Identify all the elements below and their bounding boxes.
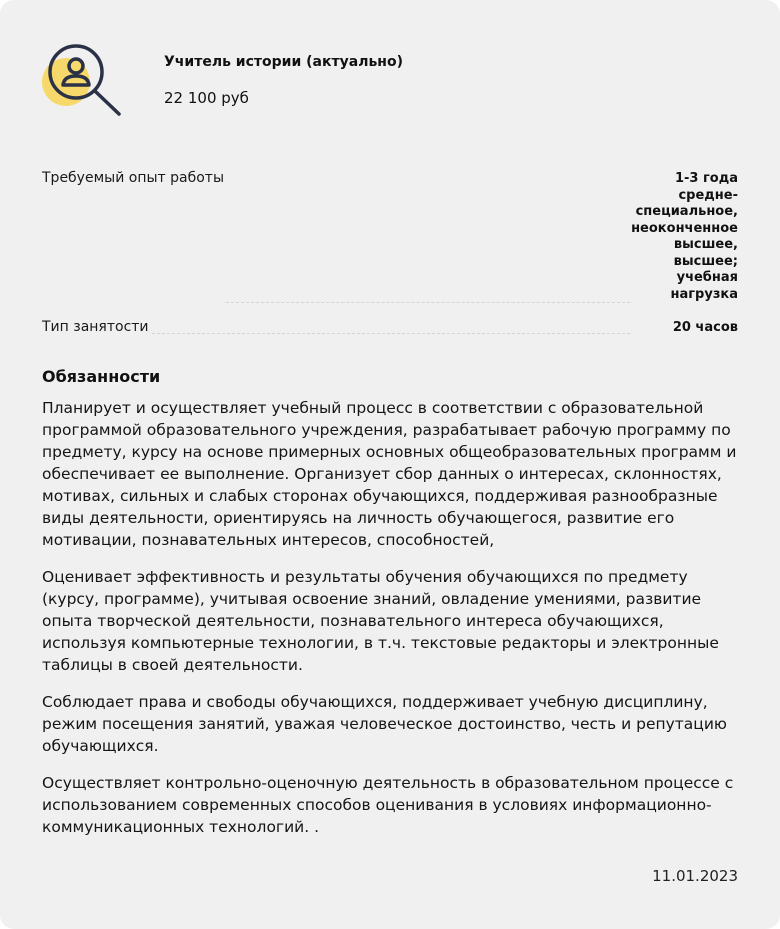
education-line: нагрузка	[670, 286, 738, 302]
duties-text	[42, 397, 742, 853]
education-line: высшее;	[673, 253, 738, 269]
experience-years: 1-3 года	[674, 171, 738, 186]
employment-label: Тип занятости	[42, 319, 149, 335]
row-divider	[152, 333, 630, 334]
duties-paragraph: Оценивает эффективность и результаты обучения обучающихся по предмету (курсу, программе), учитывая освоение знаний, овладение умениями, развитие опыта творческой деятельности, познавательного интереса обучающихся, используя компьютерные технологии, в т.ч. текстовые редакторы и электронные таблицы в своей деятельности.	[42, 568, 719, 674]
education-line: специальное,	[635, 204, 738, 219]
education-line: неоконченное	[631, 220, 738, 236]
education-line: высшее,	[673, 237, 738, 252]
employment-value: 20 часов	[672, 320, 738, 335]
duties-title: Обязанности	[42, 367, 161, 386]
education-line: средне-	[678, 187, 738, 203]
duties-paragraph: Планирует и осуществляет учебный процесс в соответствии с образовательной программой образовательного учреждения, разрабатывает рабочую программу по предмету, курсу на основе примерных основных общеобразовательных программ и обеспечивает ее выполнение. Организует сбор данных о интересах, склонностях, мотивах, сильных и слабых сторонах обучающихся, поддерживая разнообразные виды деятельности, ориентируясь на личность обучающегося, развитие его мотивации, познавательных интересов, способностей,	[42, 399, 737, 549]
experience-value	[588, 171, 738, 303]
duties-paragraph: Осуществляет контрольно-оценочную деятельность в образовательном процессе с использованием современных способов оценивания в условиях информационно-коммуникационных технологий. .	[42, 774, 734, 836]
vacancy-title: Учитель истории (актуально)	[164, 54, 403, 70]
experience-label: Требуемый опыт работы	[42, 170, 224, 186]
publication-date: 11.01.2023	[652, 867, 738, 885]
duties-paragraph: Соблюдает права и свободы обучающихся, поддерживает учебную дисциплину, режим посещения занятий, уважая человеческое достоинство, честь и репутацию обучающихся.	[42, 693, 727, 755]
person-search-icon	[40, 40, 122, 118]
row-divider	[226, 302, 630, 303]
vacancy-salary: 22 100 руб	[164, 89, 249, 107]
education-line: учебная	[676, 270, 738, 285]
